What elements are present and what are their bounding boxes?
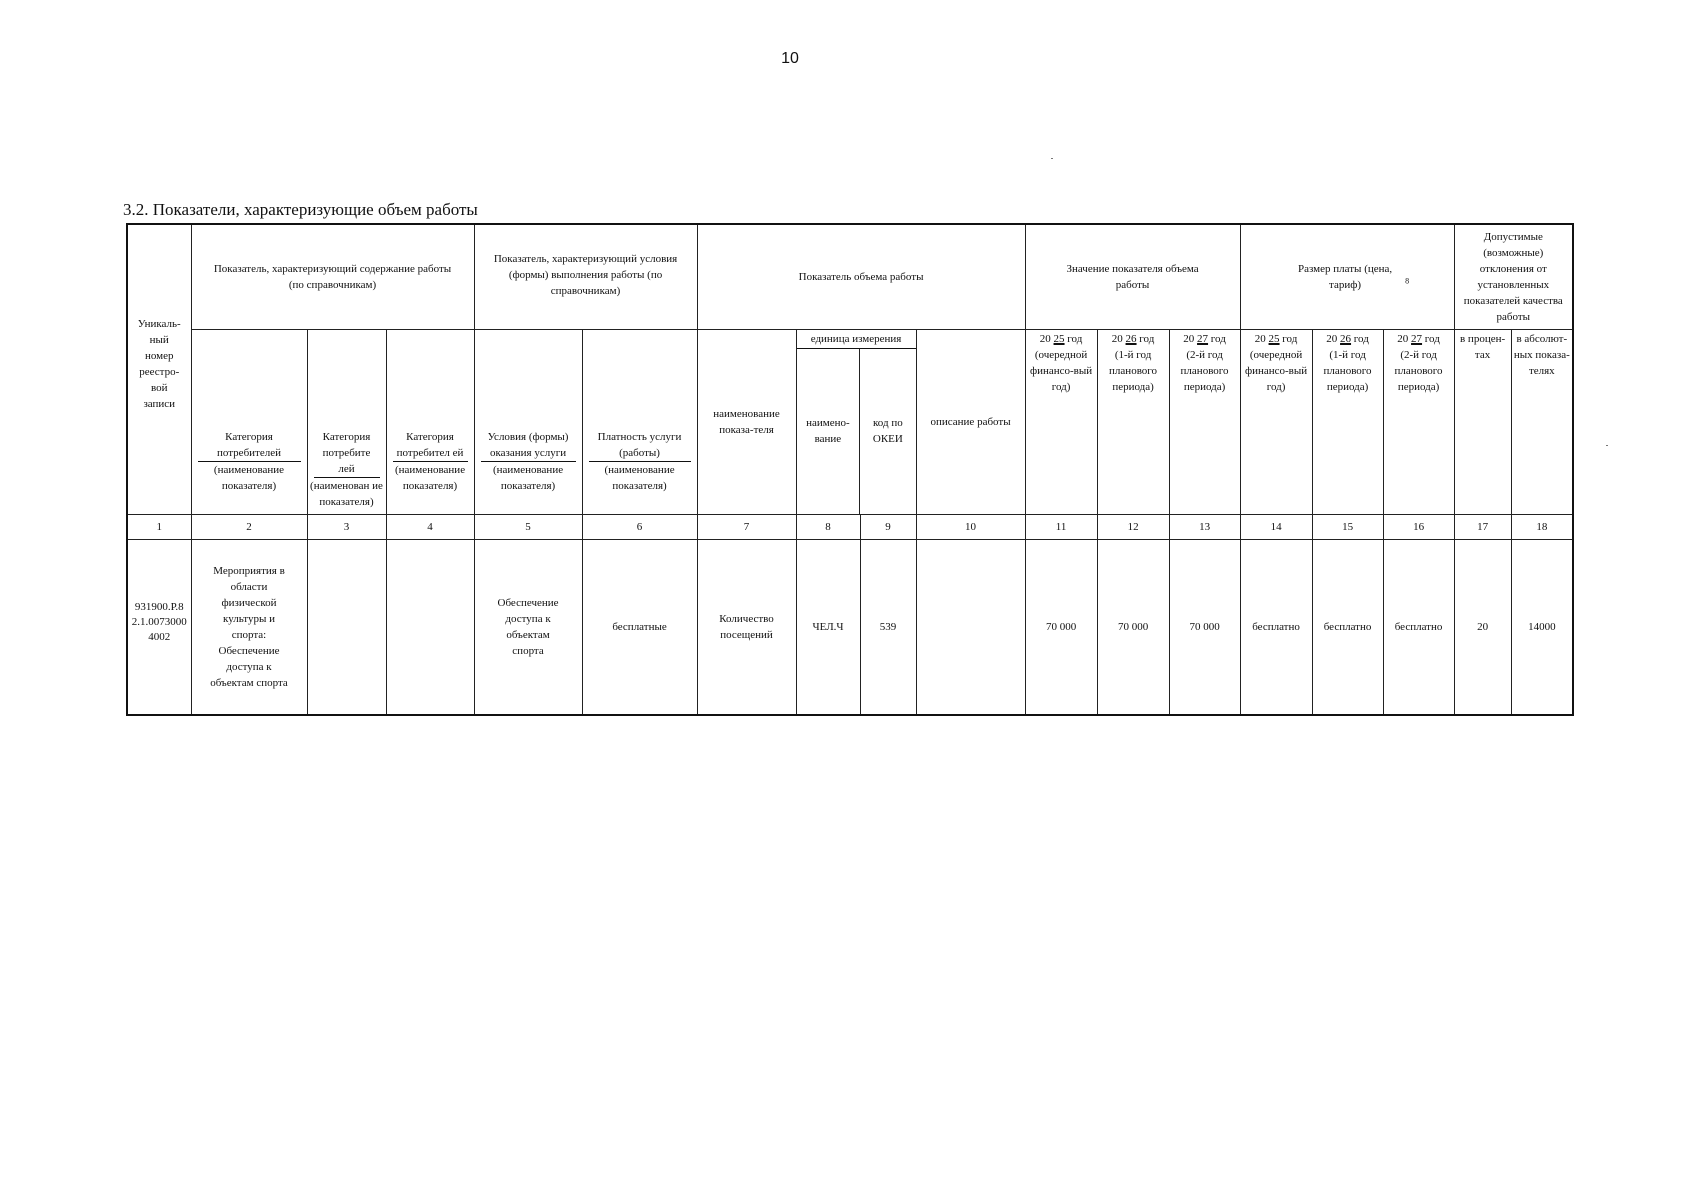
col2-header	[191, 329, 307, 514]
unique-number-header-label: Уникаль- ный номер реестро- вой записи	[137, 317, 181, 410]
column-number: 16	[1383, 514, 1454, 539]
volume-indicator-header	[697, 224, 1025, 329]
col18-header	[1511, 329, 1573, 514]
col10-header	[916, 329, 1025, 514]
payment-cell: бесплатные	[582, 539, 697, 715]
okei-code-cell: 539	[860, 539, 916, 715]
col18-header-label: в абсолют-ных показа-телях	[1513, 332, 1570, 377]
fee-2027-cell: бесплатно	[1383, 539, 1454, 715]
col6-header	[582, 329, 697, 514]
unique-number-header	[127, 224, 191, 514]
column-number: 13	[1169, 514, 1240, 539]
col2-header-main: Категория потребителей	[198, 429, 301, 462]
col3-header	[307, 329, 386, 514]
deviation-absolute-cell: 14000	[1511, 539, 1573, 715]
year-digits: 27	[1197, 332, 1209, 345]
col6-header-main: Платность услуги (работы)	[589, 429, 691, 462]
year-description: (очередной финансо-вый год)	[1029, 348, 1093, 393]
column-number: 18	[1511, 514, 1573, 539]
year-label	[1112, 333, 1155, 345]
col13-header	[1169, 329, 1240, 514]
col4-header-sub: (наименование показателя)	[394, 463, 466, 492]
volume-value-header-label: Значение показателя объема работы	[1066, 262, 1199, 291]
year-suffix: год	[1067, 332, 1083, 345]
volume-value-header	[1025, 224, 1240, 329]
year-prefix: 20	[1183, 332, 1195, 345]
year-description: (2-й год планового периода)	[1180, 348, 1229, 393]
year-description: (очередной финансо-вый год)	[1244, 348, 1308, 393]
column-number: 4	[386, 514, 474, 539]
volume-indicator-header-label: Показатель объема работы	[798, 270, 924, 283]
column-number: 15	[1312, 514, 1383, 539]
work-volume-table	[126, 223, 1574, 716]
year-label	[1183, 333, 1226, 345]
col17-header	[1454, 329, 1511, 514]
deviation-percent-cell: 20	[1454, 539, 1511, 715]
col4-header-main: Категория потребител ей	[393, 429, 468, 462]
fee-size-header	[1240, 224, 1454, 329]
year-description: (1-й год планового периода)	[1323, 348, 1372, 393]
year-digits: 27	[1411, 332, 1423, 345]
year-description: (2-й год планового периода)	[1394, 348, 1443, 393]
col6-header-sub: (наименование показателя)	[604, 463, 675, 492]
col5-header-main: Условия (формы) оказания услуги	[481, 429, 576, 462]
col15-header	[1312, 329, 1383, 514]
year-digits: 26	[1340, 332, 1352, 345]
fee-2025-cell: бесплатно	[1240, 539, 1312, 715]
column-number: 3	[307, 514, 386, 539]
col5-header-sub: (наименование показателя)	[492, 463, 564, 492]
column-number: 8	[796, 514, 860, 539]
fee-size-header-label: Размер платы (цена, тариф)	[1297, 262, 1393, 291]
col9-header-label: код по ОКЕИ	[872, 417, 903, 445]
scan-speck	[1606, 445, 1608, 446]
value-2026-cell: 70 000	[1097, 539, 1169, 715]
category4-cell	[386, 539, 474, 715]
col11-header	[1025, 329, 1097, 514]
year-suffix: год	[1282, 332, 1298, 345]
col8-header-label: наимено-вание	[806, 417, 850, 445]
unit-header	[796, 329, 916, 514]
col3-header-sub: (наименован ие показателя)	[310, 479, 383, 508]
deviations-header	[1454, 224, 1573, 329]
year-label	[1255, 333, 1298, 345]
deviations-header-label: Допустимые (возможные) отклонения от установленных показателей качества работы	[1463, 230, 1563, 323]
unit-of-measure-label: единица измерения	[797, 330, 916, 349]
col7-header	[697, 329, 796, 514]
col17-header-label: в процен-тах	[1459, 332, 1506, 361]
fee-size-footnote: 8	[1405, 276, 1410, 286]
unique-number-value: 931900.Р.82.1.00730004002	[131, 600, 187, 643]
conditions-value: Обеспечение доступа к объектам спорта	[497, 596, 559, 657]
header-row-groups	[127, 224, 1573, 329]
column-number: 7	[697, 514, 796, 539]
conditions-indicator-header-label: Показатель, характеризующий условия (формы) выполнения работы (по справочникам)	[493, 253, 678, 297]
column-number: 6	[582, 514, 697, 539]
column-number: 11	[1025, 514, 1097, 539]
col9-header	[860, 349, 915, 514]
col3-header-main: Категория потребите лей	[314, 429, 380, 478]
col5-header	[474, 329, 582, 514]
year-prefix: 20	[1326, 332, 1338, 345]
col16-header	[1383, 329, 1454, 514]
conditions-indicator-header	[474, 224, 697, 329]
unique-number-cell	[127, 539, 191, 715]
work-description-cell	[916, 539, 1025, 715]
col2-header-sub: (наименование показателя)	[213, 463, 285, 492]
page-number: 10	[781, 50, 799, 67]
unit-subheaders	[797, 349, 916, 514]
year-digits: 25	[1053, 332, 1065, 345]
content-indicator-header-label: Показатель, характеризующий содержание работы (по справочникам)	[213, 262, 452, 291]
year-suffix: год	[1210, 332, 1226, 345]
indicator-name-value: Количество посещений	[719, 612, 774, 641]
column-number: 10	[916, 514, 1025, 539]
col12-header	[1097, 329, 1169, 514]
category-value: Мероприятия в области физической культуры и спорта: Обеспечение доступа к объектам спорта	[210, 564, 288, 689]
column-number: 5	[474, 514, 582, 539]
year-prefix: 20	[1111, 332, 1123, 345]
fee-2026-cell: бесплатно	[1312, 539, 1383, 715]
content-indicator-header	[191, 224, 474, 329]
year-description: (1-й год планового периода)	[1109, 348, 1158, 393]
scan-speck	[1051, 158, 1053, 159]
header-row-columns	[127, 329, 1573, 514]
year-prefix: 20	[1254, 332, 1266, 345]
column-number: 14	[1240, 514, 1312, 539]
table-row	[127, 539, 1573, 715]
year-prefix: 20	[1397, 332, 1409, 345]
value-2025-cell: 70 000	[1025, 539, 1097, 715]
year-digits: 26	[1125, 332, 1137, 345]
conditions-cell	[474, 539, 582, 715]
col10-header-label: описание работы	[930, 415, 1011, 428]
section-title: 3.2. Показатели, характеризующие объем работы	[123, 200, 478, 219]
category3-cell	[307, 539, 386, 715]
year-suffix: год	[1424, 332, 1440, 345]
col4-header	[386, 329, 474, 514]
unit-name-cell: ЧЕЛ.Ч	[796, 539, 860, 715]
value-2027-cell: 70 000	[1169, 539, 1240, 715]
column-number: 1	[127, 514, 191, 539]
indicator-name-cell	[697, 539, 796, 715]
column-number-row	[127, 514, 1573, 539]
year-label	[1397, 333, 1440, 345]
year-suffix: год	[1353, 332, 1369, 345]
col14-header	[1240, 329, 1312, 514]
column-number: 2	[191, 514, 307, 539]
column-number: 12	[1097, 514, 1169, 539]
column-number: 17	[1454, 514, 1511, 539]
year-prefix: 20	[1039, 332, 1051, 345]
year-suffix: год	[1139, 332, 1155, 345]
col8-header	[797, 349, 861, 514]
category-cell	[191, 539, 307, 715]
year-label	[1040, 333, 1083, 345]
year-label	[1326, 333, 1369, 345]
col7-header-label: наименование показа-теля	[713, 407, 780, 436]
year-digits: 25	[1268, 332, 1280, 345]
column-number: 9	[860, 514, 916, 539]
